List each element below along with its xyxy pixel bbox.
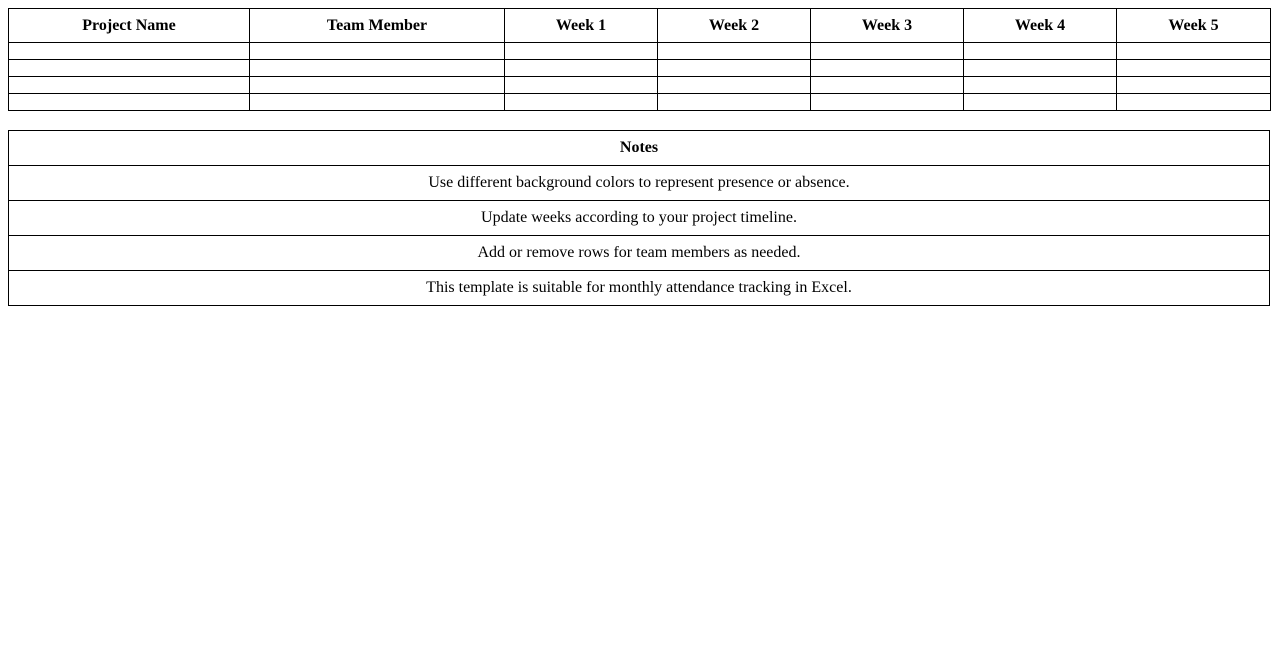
header-week-1: Week 1 bbox=[505, 9, 658, 43]
table-cell[interactable] bbox=[9, 94, 250, 111]
table-cell[interactable] bbox=[658, 43, 811, 60]
table-cell[interactable] bbox=[1117, 94, 1271, 111]
table-cell[interactable] bbox=[9, 77, 250, 94]
notes-header-row bbox=[9, 131, 1270, 166]
notes-title: Notes bbox=[9, 131, 1270, 166]
notes-row bbox=[9, 236, 1270, 271]
header-project-name: Project Name bbox=[9, 9, 250, 43]
table-cell[interactable] bbox=[250, 77, 505, 94]
table-row bbox=[9, 77, 1271, 94]
table-cell[interactable] bbox=[811, 43, 964, 60]
table-cell[interactable] bbox=[505, 43, 658, 60]
table-cell[interactable] bbox=[658, 60, 811, 77]
table-cell[interactable] bbox=[1117, 77, 1271, 94]
note-item: This template is suitable for monthly attendance tracking in Excel. bbox=[9, 271, 1270, 306]
table-row bbox=[9, 60, 1271, 77]
header-week-3: Week 3 bbox=[811, 9, 964, 43]
table-cell[interactable] bbox=[505, 94, 658, 111]
notes-row bbox=[9, 201, 1270, 236]
note-item: Update weeks according to your project timeline. bbox=[9, 201, 1270, 236]
table-cell[interactable] bbox=[964, 77, 1117, 94]
table-cell[interactable] bbox=[9, 60, 250, 77]
header-week-4: Week 4 bbox=[964, 9, 1117, 43]
header-week-5: Week 5 bbox=[1117, 9, 1271, 43]
table-row bbox=[9, 94, 1271, 111]
table-cell[interactable] bbox=[505, 60, 658, 77]
header-team-member: Team Member bbox=[250, 9, 505, 43]
notes-table bbox=[8, 130, 1270, 306]
table-cell[interactable] bbox=[964, 94, 1117, 111]
note-item: Use different background colors to represent presence or absence. bbox=[9, 166, 1270, 201]
notes-row bbox=[9, 271, 1270, 306]
table-cell[interactable] bbox=[811, 94, 964, 111]
note-item: Add or remove rows for team members as needed. bbox=[9, 236, 1270, 271]
table-row bbox=[9, 43, 1271, 60]
table-cell[interactable] bbox=[811, 60, 964, 77]
header-week-2: Week 2 bbox=[658, 9, 811, 43]
table-cell[interactable] bbox=[1117, 43, 1271, 60]
table-cell[interactable] bbox=[658, 77, 811, 94]
table-cell[interactable] bbox=[250, 60, 505, 77]
table-cell[interactable] bbox=[250, 43, 505, 60]
table-cell[interactable] bbox=[9, 43, 250, 60]
table-cell[interactable] bbox=[505, 77, 658, 94]
table-cell[interactable] bbox=[964, 60, 1117, 77]
notes-row bbox=[9, 166, 1270, 201]
attendance-header-row bbox=[9, 9, 1271, 43]
table-cell[interactable] bbox=[964, 43, 1117, 60]
table-cell[interactable] bbox=[1117, 60, 1271, 77]
attendance-table bbox=[8, 8, 1271, 111]
table-cell[interactable] bbox=[250, 94, 505, 111]
table-cell[interactable] bbox=[658, 94, 811, 111]
table-cell[interactable] bbox=[811, 77, 964, 94]
